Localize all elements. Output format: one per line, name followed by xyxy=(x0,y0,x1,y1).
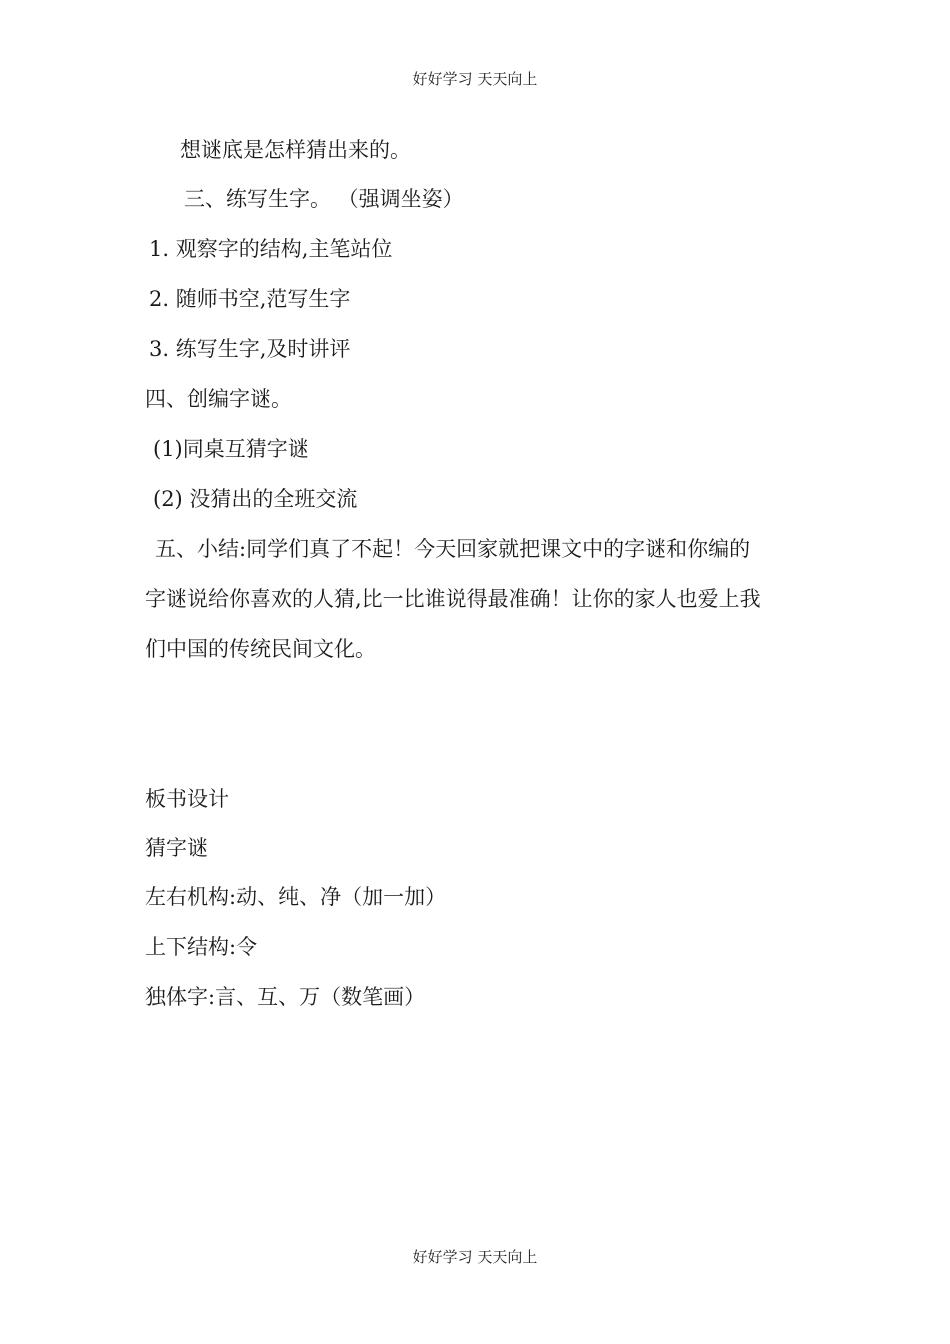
section-heading: 三、练写生字。 （强调坐姿） xyxy=(184,187,464,211)
board-line: 上下结构:令 xyxy=(145,935,258,959)
body-line: 字谜说给你喜欢的人猜,比一比谁说得最准确！让你的家人也爱上我 xyxy=(145,587,761,611)
board-line: 左右机构:动、纯、净（加一加） xyxy=(145,885,447,909)
list-item: 2. 随师书空,范写生字 xyxy=(149,287,351,311)
page-footer: 好好学习 天天向上 xyxy=(412,1248,538,1266)
body-line: 想谜底是怎样猜出来的。 xyxy=(180,138,411,162)
page-header: 好好学习 天天向上 xyxy=(412,70,538,88)
body-line: 们中国的传统民间文化。 xyxy=(145,637,376,661)
board-title: 板书设计 xyxy=(145,787,229,811)
board-line: 独体字:言、互、万（数笔画） xyxy=(145,985,426,1009)
list-item: 3. 练写生字,及时讲评 xyxy=(149,337,351,361)
list-item: (1)同桌互猜字谜 xyxy=(153,437,309,461)
list-item: 1. 观察字的结构,主笔站位 xyxy=(149,237,393,261)
section-heading: 四、创编字谜。 xyxy=(145,387,292,411)
body-line: 五、小结:同学们真了不起！今天回家就把课文中的字谜和你编的 xyxy=(155,537,751,561)
list-item: (2) 没猜出的全班交流 xyxy=(153,487,358,511)
board-line: 猜字谜 xyxy=(145,836,208,860)
